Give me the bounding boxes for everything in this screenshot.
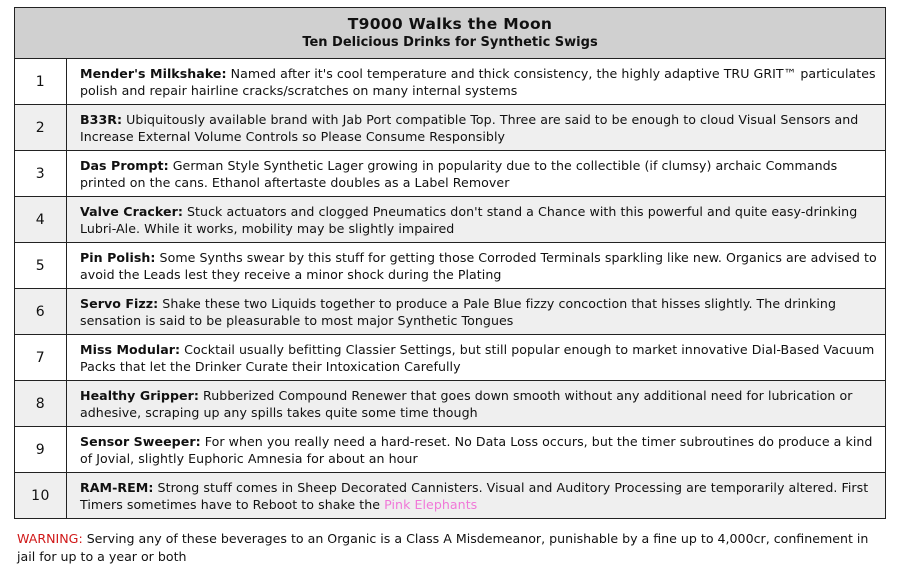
drink-entry bbox=[67, 197, 886, 243]
drink-description: Ubiquitously available brand with Jab Port compatible Top. Three are said to be enough to cloud Visual Sensors and Increase External Volume Controls so Please Consume Responsibly bbox=[80, 111, 859, 144]
drink-name: Pin Polish: bbox=[80, 249, 156, 265]
drink-number: 5 bbox=[15, 243, 67, 289]
drink-number: 10 bbox=[15, 473, 67, 519]
drink-description: Shake these two Liquids together to produce a Pale Blue fizzy concoction that hisses slightly. The drinking sensation is said to be pleasurable to most major Synthetic Tongues bbox=[80, 295, 836, 328]
table-row bbox=[15, 335, 886, 381]
drink-name: Sensor Sweeper: bbox=[80, 433, 201, 449]
drinks-sheet bbox=[14, 7, 885, 519]
page-title: T9000 Walks the Moon bbox=[347, 15, 553, 33]
table-row bbox=[15, 381, 886, 427]
table-row bbox=[15, 151, 886, 197]
drink-description: German Style Synthetic Lager growing in popularity due to the collectible (if clumsy) archaic Commands printed on the cans. Ethanol aftertaste doubles as a Label Remover bbox=[80, 157, 838, 190]
drink-number: 8 bbox=[15, 381, 67, 427]
warning-note bbox=[17, 530, 887, 565]
drink-number: 3 bbox=[15, 151, 67, 197]
table-row bbox=[15, 105, 886, 151]
drink-entry bbox=[67, 381, 886, 427]
table-header bbox=[15, 8, 886, 59]
drink-description: Rubberized Compound Renewer that goes down smooth without any additional need for lubrication or adhesive, scraping up any spills takes quite some time though bbox=[80, 387, 853, 420]
drink-name: Miss Modular: bbox=[80, 341, 181, 357]
drink-description: Some Synths swear by this stuff for getting those Corroded Terminals sparkling like new. Organics are advised to avoid the Leads lest they receive a minor shock during the Plating bbox=[80, 249, 877, 282]
table-row bbox=[15, 59, 886, 105]
table-row bbox=[15, 289, 886, 335]
drink-number: 2 bbox=[15, 105, 67, 151]
drink-entry bbox=[67, 243, 886, 289]
warning-text: Serving any of these beverages to an Organic is a Class A Misdemeanor, punishable by a fine up to 4,000cr, confinement in jail for up to a year or both bbox=[17, 531, 869, 564]
pink-elephants-highlight: Pink Elephants bbox=[384, 496, 478, 512]
drink-name: Mender's Milkshake: bbox=[80, 65, 227, 81]
drinks-table bbox=[14, 7, 886, 519]
drink-description: Named after it's cool temperature and thick consistency, the highly adaptive TRU GRIT™ particulates polish and repair hairline cracks/scratches on many internal systems bbox=[80, 65, 876, 98]
drink-name: B33R: bbox=[80, 111, 123, 127]
drink-name: Servo Fizz: bbox=[80, 295, 159, 311]
page-subtitle: Ten Delicious Drinks for Synthetic Swigs bbox=[302, 35, 598, 50]
drink-name: Valve Cracker: bbox=[80, 203, 183, 219]
table-row bbox=[15, 197, 886, 243]
drink-name: RAM-REM: bbox=[80, 479, 154, 495]
drink-description: Strong stuff comes in Sheep Decorated Cannisters. Visual and Auditory Processing are temporarily altered. First Timers sometimes have to Reboot to shake the bbox=[80, 479, 869, 512]
drink-description: Stuck actuators and clogged Pneumatics don't stand a Chance with this powerful and quite easy-drinking Lubri-Ale. While it works, mobility may be slightly impaired bbox=[80, 203, 858, 236]
drink-entry bbox=[67, 105, 886, 151]
drink-number: 1 bbox=[15, 59, 67, 105]
table-row bbox=[15, 473, 886, 519]
drink-entry bbox=[67, 335, 886, 381]
drink-name: Healthy Gripper: bbox=[80, 387, 199, 403]
table-row bbox=[15, 243, 886, 289]
drink-entry bbox=[67, 289, 886, 335]
table-row bbox=[15, 427, 886, 473]
drink-description: Cocktail usually befitting Classier Settings, but still popular enough to market innovative Dial-Based Vacuum Packs that let the Drinker Curate their Intoxication Carefully bbox=[80, 341, 875, 374]
drink-name: Das Prompt: bbox=[80, 157, 169, 173]
drink-entry bbox=[67, 151, 886, 197]
drink-entry bbox=[67, 473, 886, 519]
drink-number: 7 bbox=[15, 335, 67, 381]
warning-label: WARNING: bbox=[17, 531, 83, 546]
drink-entry bbox=[67, 59, 886, 105]
drink-entry bbox=[67, 427, 886, 473]
drink-description: For when you really need a hard-reset. No Data Loss occurs, but the timer subroutines do produce a kind of Jovial, slightly Euphoric Amnesia for about an hour bbox=[80, 433, 873, 466]
drink-number: 4 bbox=[15, 197, 67, 243]
drink-number: 6 bbox=[15, 289, 67, 335]
drink-number: 9 bbox=[15, 427, 67, 473]
table-header-row bbox=[15, 8, 886, 59]
